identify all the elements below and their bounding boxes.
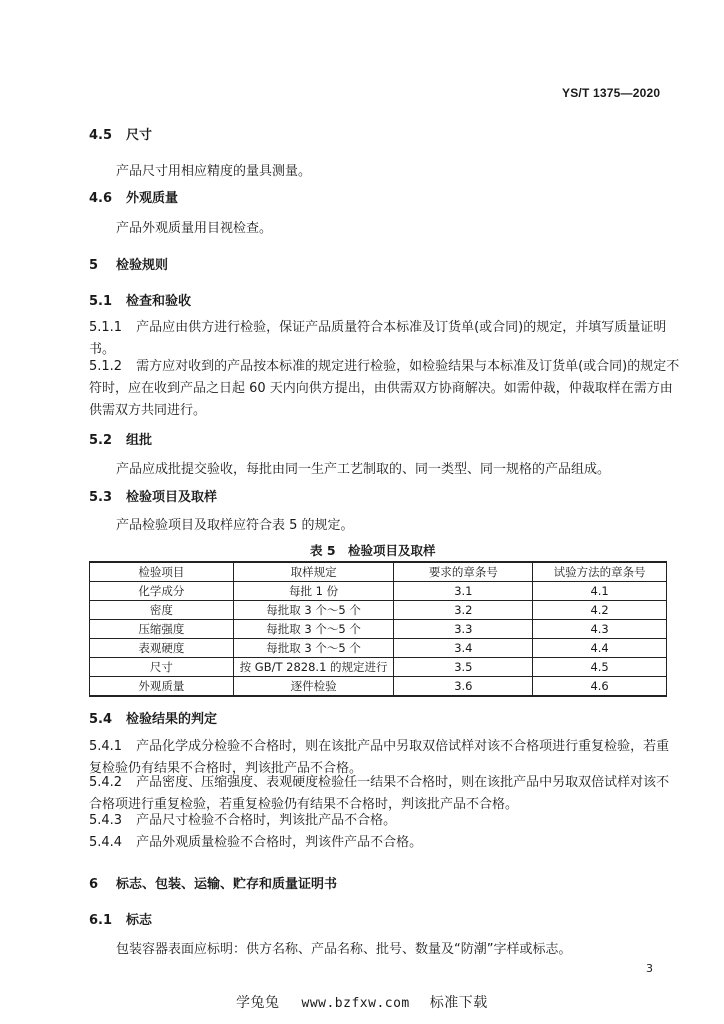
standard-code: YS/T 1375—2020: [562, 86, 661, 100]
clause-5-1-2: [89, 356, 681, 422]
clause-text: 产品应由供方进行检验，保证产品质量符合本标准及订货单(或合同)的规定，并填写质量证明书。: [89, 320, 667, 357]
table-row: [90, 620, 667, 639]
section-number: 6: [89, 877, 99, 892]
clause-number: 5.4.1: [89, 739, 123, 754]
section-number: 5.1: [89, 294, 113, 309]
table-cell: 3.1: [394, 582, 533, 601]
section-title: 标志、包装、运输、贮存和质量证明书: [116, 877, 338, 892]
table-header-cell: 要求的章条号: [394, 562, 533, 582]
section-title: 检查和验收: [126, 294, 192, 309]
table-row: [90, 582, 667, 601]
table-row: [90, 677, 667, 697]
clause-number: 5.1.1: [89, 320, 123, 335]
clause-number: 5.4.3: [89, 813, 123, 828]
table-header-cell: 试验方法的章条号: [533, 562, 667, 582]
section-number: 5.2: [89, 433, 113, 448]
section-5-heading: [89, 254, 168, 273]
clause-text: 产品化学成分检验不合格时，则在该批产品中另取双倍试样对该不合格项进行重复检验，若重复检验仍有结果不合格时，判该批产品不合格。: [89, 739, 670, 776]
section-number: 5: [89, 258, 99, 273]
table-cell: 表观硬度: [90, 639, 234, 658]
clause-number: 5.1.2: [89, 359, 123, 374]
table-cell: 按 GB/T 2828.1 的规定进行: [233, 658, 394, 677]
footer-site-name: 学兔兔: [236, 995, 280, 1011]
clause-5-1-1: [89, 317, 681, 361]
table-cell: 4.1: [533, 582, 667, 601]
section-number: 5.4: [89, 712, 113, 727]
clause-5-4-4: [89, 832, 681, 854]
section-4-6-text: 产品外观质量用目视检查。: [116, 221, 273, 236]
table-cell: 4.3: [533, 620, 667, 639]
section-title: 检验规则: [116, 258, 169, 273]
section-4-5-heading: [89, 124, 152, 143]
section-title: 尺寸: [126, 128, 153, 143]
clause-text: 需方应对收到的产品按本标准的规定进行检验，如检验结果与本标准及订货单(或合同)的规定不符时，应在收到产品之日起 60 天内向供方提出，由供需双方协商解决。如需仲裁，仲裁取样在需方由供需双方共同进行。: [89, 359, 680, 418]
table-row: [90, 658, 667, 677]
section-number: 4.6: [89, 191, 113, 206]
section-number: 6.1: [89, 913, 113, 928]
section-5-3-heading: [89, 486, 217, 505]
table-cell: 化学成分: [90, 582, 234, 601]
clause-number: 5.4.2: [89, 775, 123, 790]
section-title: 检验项目及取样: [126, 490, 218, 505]
clause-text: 产品密度、压缩强度、表观硬度检验任一结果不合格时，则在该批产品中另取双倍试样对该不合格项进行重复检验，若重复检验仍有结果不合格时，判该批产品不合格。: [89, 775, 670, 812]
table-caption: 表 5 检验项目及取样: [310, 543, 436, 558]
section-title: 组批: [126, 433, 153, 448]
table-header-cell: 检验项目: [90, 562, 234, 582]
section-5-2-heading: [89, 429, 152, 448]
section-5-1-heading: [89, 290, 191, 309]
table-cell: 尺寸: [90, 658, 234, 677]
clause-text: 产品尺寸检验不合格时，判该批产品不合格。: [136, 813, 397, 828]
table-header-row: [90, 562, 667, 582]
table-cell: 4.6: [533, 677, 667, 697]
table-cell: 每批取 3 个～5 个: [233, 620, 394, 639]
section-4-5-text: 产品尺寸用相应精度的量具测量。: [116, 164, 312, 179]
table-header-cell: 取样规定: [233, 562, 394, 582]
section-number: 4.5: [89, 128, 113, 143]
table-cell: 3.3: [394, 620, 533, 639]
table-cell: 4.4: [533, 639, 667, 658]
section-title: 检验结果的判定: [126, 712, 218, 727]
table-cell: 3.5: [394, 658, 533, 677]
inspection-items-table: [89, 561, 667, 697]
table-cell: 压缩强度: [90, 620, 234, 639]
table-cell: 4.5: [533, 658, 667, 677]
section-title: 外观质量: [126, 191, 179, 206]
table-cell: 3.2: [394, 601, 533, 620]
section-number: 5.3: [89, 490, 113, 505]
clause-5-4-3: [89, 810, 681, 832]
table-cell: 4.2: [533, 601, 667, 620]
table-cell: 逐件检验: [233, 677, 394, 697]
table-row: [90, 601, 667, 620]
section-6-1-heading: [89, 909, 152, 928]
table-cell: 每批 1 份: [233, 582, 394, 601]
table-cell: 3.6: [394, 677, 533, 697]
section-5-3-text: 产品检验项目及取样应符合表 5 的规定。: [116, 518, 354, 533]
footer-url[interactable]: www.bzfxw.com: [301, 996, 410, 1011]
table-cell: 3.4: [394, 639, 533, 658]
page-number: 3: [646, 962, 653, 975]
table-cell: 密度: [90, 601, 234, 620]
section-6-heading: [89, 873, 337, 892]
clause-text: 产品外观质量检验不合格时，判该件产品不合格。: [136, 835, 423, 850]
section-4-6-heading: [89, 187, 178, 206]
section-title: 标志: [126, 913, 153, 928]
table-row: [90, 639, 667, 658]
table-cell: 外观质量: [90, 677, 234, 697]
footer-tagline: 标准下载: [429, 995, 488, 1011]
table-cell: 每批取 3 个～5 个: [233, 639, 394, 658]
clause-number: 5.4.4: [89, 835, 123, 850]
section-6-1-text: 包装容器表面应标明：供方名称、产品名称、批号、数量及“防潮”字样或标志。: [116, 942, 572, 957]
table-cell: 每批取 3 个～5 个: [233, 601, 394, 620]
section-5-2-text: 产品应成批提交验收，每批由同一生产工艺制取的、同一类型、同一规格的产品组成。: [116, 462, 611, 477]
section-5-4-heading: [89, 708, 217, 727]
footer-watermark: [236, 992, 488, 1012]
